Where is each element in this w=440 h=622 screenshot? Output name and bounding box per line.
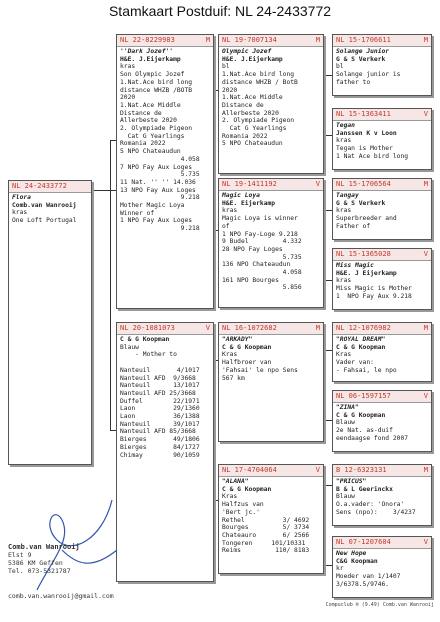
connector-line (110, 140, 111, 430)
pigeon-details: Kras Halfbroer van 'Fahsai' le npo Sens 567 km (222, 351, 298, 382)
pigeon-card-father-mother[interactable] (218, 178, 324, 308)
owner-name: G & S Verkerk (336, 55, 386, 63)
pigeon-details: kras Miss Magic is Mother 1 NPO Fay Aux 9.218 (336, 277, 412, 300)
owner-name: Comb.van Wanrooij (12, 201, 77, 209)
ring-number: NL 15-1363411 (336, 110, 391, 118)
pigeon-details: Blauw 2e Nat. as-duif eendaagse fond 2007 (336, 419, 409, 442)
pigeon-name: "PRICUS" (336, 478, 367, 485)
ring-number: NL 07-1207604 (336, 538, 391, 546)
owner-name: G & S Verkerk (336, 199, 386, 207)
ring-number: NL 12-1076982 (336, 324, 391, 332)
breeder-address-line2: 5386 KM Geffen (8, 559, 63, 567)
owner-name: C & G Koopman (336, 411, 386, 419)
owner-name: H&E. Eijerkamp (222, 199, 276, 207)
pigeon-name: "ROYAL DREAM" (336, 336, 386, 343)
pigeon-details: kr Moeder van 1/1407 3/6378.5/9746. (336, 565, 401, 588)
software-credit: Compuclub ® (9.49) Comb.van Wanrooij (325, 602, 434, 608)
page-title: Stamkaart Postduif: NL 24-2433772 (108, 3, 332, 19)
sex-marker: M (205, 36, 210, 44)
pigeon-name: Miss Magic (336, 262, 374, 269)
pigeon-card-mother-father[interactable] (218, 322, 324, 442)
owner-name: C & G Koopman (222, 485, 272, 493)
pigeon-details: Blauw O.a.vader: 'Onora' Sens (npo): 3/4237 (336, 493, 416, 516)
pigeon-name: Solange Junior (336, 48, 390, 55)
pigeon-name: ''Dark Jozef'' (120, 48, 174, 55)
sex-marker: V (423, 250, 428, 258)
sex-marker: V (423, 110, 428, 118)
pigeon-details: Kras Halfzus van 'Bert jc.' Rethel 3/ 4692 Bourges 5/ 3734 Chateauro 6/ 2566 Tongeren 101/10331 Reims 110/ 8183 (222, 493, 310, 555)
ring-number: NL 19-7007134 (222, 36, 277, 44)
ring-number: NL 20-1081073 (120, 324, 175, 332)
ring-number: NL 16-1072682 (222, 324, 277, 332)
owner-name: B & L Geerinckx (336, 485, 393, 493)
pigeon-card-father-father[interactable] (218, 34, 324, 174)
pigeon-card-mfm[interactable] (332, 390, 432, 452)
sex-marker: M (423, 466, 428, 474)
sex-marker: M (423, 36, 428, 44)
owner-name: C&G Koopman (336, 557, 378, 565)
owner-name: Janssen K v Loon (336, 129, 397, 137)
pigeon-name: "ARKADY" (222, 336, 253, 343)
ring-number: NL 06-1597157 (336, 392, 391, 400)
pigeon-card-mmm[interactable] (332, 536, 432, 598)
ring-number: NL 22-8229983 (120, 36, 175, 44)
pigeon-details: bl 1.Nat.Ace bird long distance WHZB / BotB 2020 1.Nat.Ace Middle Distance de Allerbeste 2020 2. Olympiade Pigeon Cat G Yearlings Romania 2022 5 NPO Chateaudun (222, 63, 298, 148)
sex-marker: M (423, 324, 428, 332)
pigeon-name: New Hope (336, 550, 367, 557)
pigeon-name: Tegan (336, 122, 355, 129)
pigeon-card-mff[interactable] (332, 322, 432, 382)
pigeon-name: "ALANA" (222, 478, 249, 485)
sex-marker: V (315, 180, 320, 188)
owner-name: H&E. J Eijerkamp (336, 269, 397, 277)
pigeon-card-father[interactable] (116, 34, 214, 309)
sex-marker: M (315, 324, 320, 332)
signature-image (32, 480, 122, 600)
pigeon-card-mother-mother[interactable] (218, 464, 324, 574)
owner-name: H&E. J.Eijerkamp (222, 55, 283, 63)
pigeon-details: Kras Vader van: - Fahsai, le npo (336, 351, 397, 374)
pigeon-card-fmf[interactable] (332, 178, 432, 240)
pigeon-name: Magic Loya (222, 192, 260, 199)
breeder-address-line1: Elst 9 (8, 551, 32, 559)
pigeon-details: kras Magic Loya is winner of 1 NPO Fay-Loge 9.218 9 Budel 4.332 28 NPO Fay Loges 5.735 136 NPO Chateaudun 4.058 161 NPO Bourges 5.856 (222, 207, 302, 292)
pigeon-card-fff[interactable] (332, 34, 432, 96)
owner-name: H&E. J.Eijerkamp (120, 55, 181, 63)
pigeon-details: kras Superbreeder and Father of (336, 207, 397, 230)
breeder-info (8, 543, 80, 575)
ring-number: NL 19-1411192 (222, 180, 277, 188)
pigeon-name: Tangay (336, 192, 359, 199)
sex-marker: V (423, 538, 428, 546)
ring-number: NL 24-2433772 (12, 182, 67, 190)
breeder-name: Comb.van Wanrooij (8, 543, 80, 551)
pigeon-details: kras One Loft Portugal (12, 209, 77, 225)
ring-number: B 12-6323131 (336, 466, 387, 474)
pigeon-name: "ZINA" (336, 404, 359, 411)
pigeon-name: Flora (12, 194, 31, 201)
sex-marker: V (205, 324, 210, 332)
sex-marker: M (423, 180, 428, 188)
pigeon-card-ffm[interactable] (332, 108, 432, 170)
sex-marker: V (423, 392, 428, 400)
pigeon-details: kras Tegan is Mother 1 Nat Ace bird long (336, 137, 409, 160)
breeder-email[interactable]: comb.van.wanrooij@gmail.com (8, 592, 114, 600)
pigeon-name: Olympic Jozef (222, 48, 272, 55)
owner-name: C & G Koopman (222, 343, 272, 351)
owner-name: C & G Koopman (336, 343, 386, 351)
pigeon-card-mother[interactable] (116, 322, 214, 582)
pigeon-card-fmm[interactable] (332, 248, 432, 310)
ring-number: NL 15-1365028 (336, 250, 391, 258)
pigeon-details: kras Son Olympic Jozef 1.Nat.Ace bird long distance WHZB /BOTB 2020 1.Nat.Ace Middle Distance de Allerbeste 2020 2. Olympiade Pigeon Cat G Yearlings Romania 2022 5 NPO Chateaudun 4.058 7 NPO Fay Aux Loges 5.735 11 Nat. '' '' 14.036 13 NPO Fay Aux Loges 9.218 Mother Magic Loya Winner of 1 NPO Fay Aux Loges 9.218 (120, 63, 200, 233)
owner-name: C & G Koopman (120, 336, 170, 343)
ring-number: NL 17-4704064 (222, 466, 277, 474)
pigeon-card-main[interactable] (8, 180, 92, 465)
breeder-phone: Tel. 073-5321787 (8, 567, 71, 575)
pigeon-details: bl Solange junior is father to (336, 63, 401, 86)
pigeon-details: Blauw - Mother to Nanteuil 4/1017 Nanteuil AFD 9/3668 Nanteuil 13/1017 Nanteuil AFD 25/3668 Duffel 22/1971 Laon 29/1360 Laon 36/1388 Nanteuil 39/1017 Nanteuil AFD 85/3668 Bierges 49/1806 Bierges 84/1727 Chimay 90/1059 (120, 343, 200, 459)
sex-marker: V (315, 466, 320, 474)
ring-number: NL 15-1706611 (336, 36, 391, 44)
sex-marker: M (315, 36, 320, 44)
ring-number: NL 15-1706564 (336, 180, 391, 188)
pigeon-card-mmf[interactable] (332, 464, 432, 526)
